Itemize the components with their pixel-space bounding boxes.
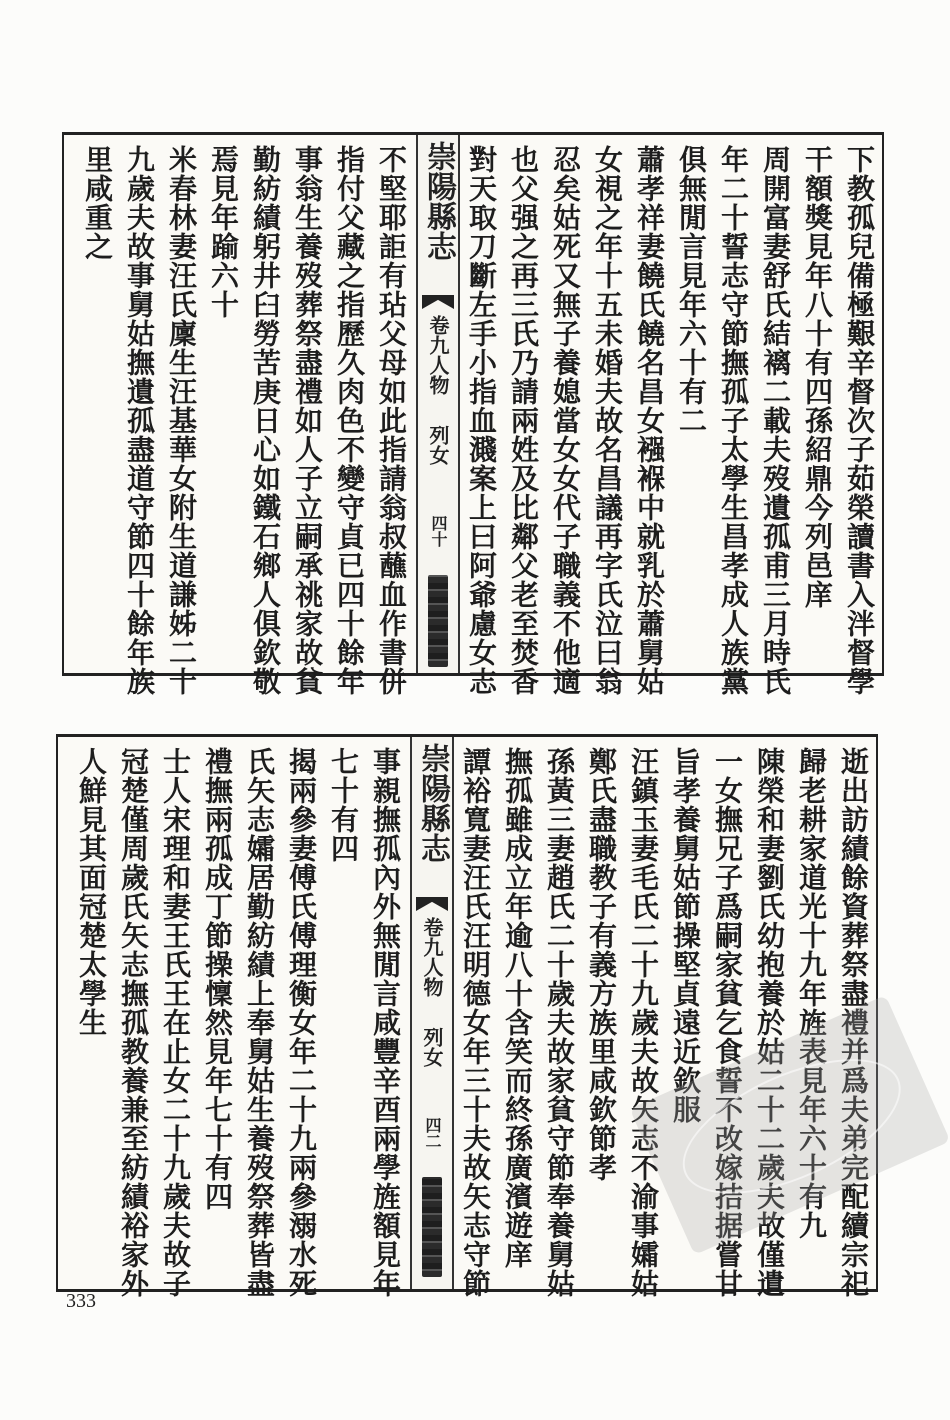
section-label: 列女 [420,1027,444,1067]
center-fold-banxin [416,135,460,673]
book-title: 崇陽縣志 [415,743,450,863]
text-column: 揭兩參妻傅氏傅理衡女年二十九兩參溺水死 [285,747,318,1298]
text-column: 周開富妻舒氏結褵二載夫歿遺孤甫三月時氏 [759,145,792,696]
text-column: 事翁生養歿葬祭盡禮如人子立嗣承祧家故貧 [291,145,324,696]
black-block-mark [422,1177,442,1277]
text-column: 譚裕寬妻汪氏汪明德女年三十夫故矢志守節 [459,747,492,1298]
text-column: 冠楚僅周歲氏矢志撫孤教養兼至紡績裕家外 [117,747,150,1298]
text-column: 鄭氏盡職教子有義方族里咸欽節孝 [585,747,618,1182]
text-column: 女視之年十五未婚夫故名昌議再字氏泣曰翁 [591,145,624,696]
text-column: 對天取刀斷左手小指血濺案上曰阿爺慮女志 [465,145,498,696]
text-column: 事親撫孤內外無閒言咸豐辛酉兩學旌額見年 [369,747,402,1298]
text-column: 蕭孝祥妻饒氏饒名昌女襁褓中就乳於蕭舅姑 [633,145,666,696]
text-column: 焉見年踰六十 [207,145,240,319]
text-column: 撫孤雖成立年逾八十含笑而終孫廣濱遊庠 [501,747,534,1269]
text-column: 米春林妻汪氏廩生汪基華女附生道謙姊二十 [165,145,198,696]
text-column: 也父强之再三氏乃請兩姓及比鄰父老至焚香 [507,145,540,696]
folio-number: 四十 [429,515,448,547]
text-column: 汪鎮玉妻毛氏二十九歲夫故矢志不渝事孀姑 [627,747,660,1298]
text-column: 逝出訪績餘資葬祭盡禮并爲夫弟完配續宗祀 [837,747,870,1298]
text-column: 歸老耕家道光十九年旌表見年六十有九 [795,747,828,1240]
fish-tail-mark [422,295,454,309]
text-column: 里咸重之 [81,145,114,261]
text-column: 俱無閒言見年六十有二 [675,145,708,435]
book-title: 崇陽縣志 [421,141,456,261]
chapter-label: 卷九人物 [420,917,444,997]
section-label: 列女 [426,425,450,465]
text-column: 陳榮和妻劉氏幼抱養於姑二十二歲夫故僅遺 [753,747,786,1298]
center-fold-banxin [410,737,454,1289]
text-column: 禮撫兩孤成丁節操懍然見年七十有四 [201,747,234,1211]
fish-tail-mark [416,897,448,911]
text-column: 下教孤兒備極艱辛督次子茹榮讀書入泮督學 [843,145,876,696]
text-column: 指付父藏之指歷久肉色不變守貞已四十餘年 [333,145,366,696]
text-column: 氏矢志孀居勤紡績上奉舅姑生養歿祭葬皆盡 [243,747,276,1298]
text-column: 孫黃三妻趙氏二十歲夫故家貧守節奉養舅姑 [543,747,576,1298]
text-column: 士人宋理和妻王氏王在止女二十九歲夫故子 [159,747,192,1298]
text-column: 年二十誓志守節撫孤子太學生昌孝成人族黨 [717,145,750,696]
text-column: 七十有四 [327,747,360,863]
top-page-panel [62,132,884,696]
page-number: 333 [66,1290,96,1312]
text-column: 忍矣姑死又無子養媳當女女代子職義不他適 [549,145,582,696]
text-column: 不堅耶詎有玷父母如此指請翁叔蘸血作書併 [375,145,408,696]
text-column: 人鮮見其面冠楚太學生 [75,747,108,1037]
text-column: 旨孝養舅姑節操堅貞遠近欽服 [669,747,702,1124]
text-column: 勤紡績躬井臼勞苦庚日心如鐵石鄉人俱欽敬 [249,145,282,696]
bottom-page-panel [56,734,878,1298]
chapter-label: 卷九人物 [426,315,450,395]
text-column: 一女撫兄子爲嗣家貧乞食誓不改嫁拮据嘗甘 [711,747,744,1298]
folio-number: 四二 [423,1117,442,1149]
text-column: 干額獎見年八十有四孫紹鼎今列邑庠 [801,145,834,609]
black-block-mark [428,575,448,667]
text-column: 九歲夫故事舅姑撫遺孤盡道守節四十餘年族 [123,145,156,696]
